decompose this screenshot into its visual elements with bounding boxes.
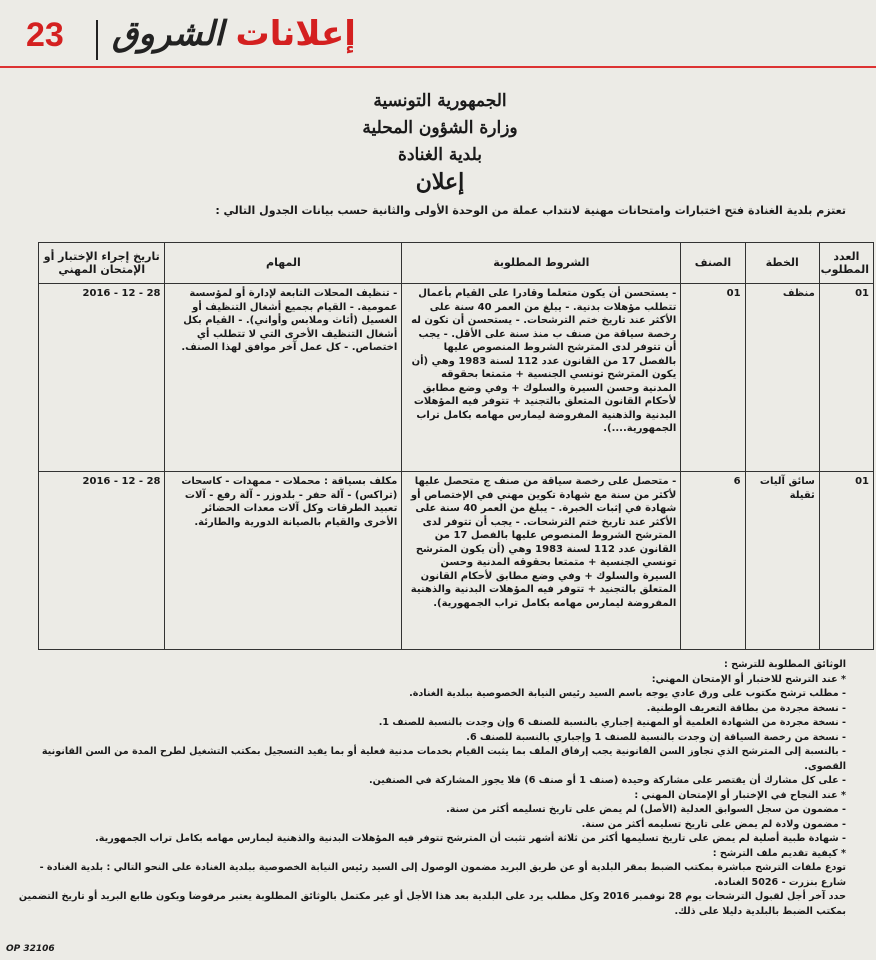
cell-conditions: - متحصل على رخصة سياقة من صنف ج متحصل عليها لأكثر من سنة مع شهادة تكوين مهني في الإختصاص أو شهادة في إثبات الخبرة. - يبلغ من العمر 40 سنة على الأكثر عند تاريخ ختم الترشحات. - يجب أن تتوفر لدى المترشح الشروط المنصوص عليها بالفصل 17 من القانون عدد 112 لسنة 1983 وهي (أن يكون المترشح تونسي الجنسية + متمتعا بحقوقه المدنية وحسن السيرة والسلوك + وفي وضع مطابق لأحكام القانون المتعلق بالتجنيد + تتوفر فيه المؤهلات البدنية والذهنية المفروضة ليمارس مهامه بكامل تراب الجمهورية). (402, 472, 681, 650)
req-line: - مضمون ولادة لم يمض على تاريخ تسليمه أكثر من سنة. (581, 818, 846, 830)
page-number: 23 (26, 16, 64, 54)
req-line: - بالنسبة إلى المترشح الذي تجاوز السن القانونية يجب إرفاق الملف بما يثبت القيام بخدمات مدنية فعلية أو بما يفيد التسجيل بمكتب التشغيل لطرح المدة من السن القانونية القصوى. (41, 746, 846, 772)
req-line: - على كل مشارك أن يقتصر على مشاركة وحيدة (صنف 1 أو صنف 6) فلا يجوز المشاركة في الصنفين. (369, 775, 846, 786)
table-header-row (39, 243, 874, 284)
announcement-headings (300, 88, 580, 196)
heading-municipality: بلدية الغنادة (398, 145, 482, 165)
footer-code: OP 32106 (6, 944, 55, 954)
recruitment-table (38, 242, 874, 650)
cell-count: 01 (819, 284, 873, 472)
page-header (0, 0, 876, 68)
req-line: - مضمون من سجل السوابق العدلية (الأصل) لم يمض على تاريخ تسليمه أكثر من سنة. (446, 804, 846, 815)
heading-announcement: إعلان (415, 169, 465, 195)
cell-tasks: مكلف بسياقة : محملات - ممهدات - كاسحات (تراكس) - آلة حفر - بلدوزر - آلة رفع - آلات تعبيد الطرقات وكل آلات معدات الحضائر الأخرى والقيام بالصيانة الدورية والطارئة. (165, 472, 402, 650)
table-row (39, 284, 874, 472)
cell-exam-date: 28 - 12 - 2016 (39, 284, 165, 472)
cell-count: 01 (819, 472, 873, 650)
table-row (39, 472, 874, 650)
cell-plan: منظف (745, 284, 819, 472)
cell-conditions: - يستحسن أن يكون متعلما وقادرا على القيام بأعمال تتطلب مؤهلات بدنية. - يبلغ من العمر 40 سنة على الأكثر عند تاريخ ختم الترشحات. - يستحسن أن تكون له رخصة سياقة من صنف ب منذ سنة على الأقل. - يجب أن تتوفر لدى المترشح الشروط المنصوص عليها بالفصل 17 من القانون عدد 112 لسنة 1983 وهي (أن يكون المترشح تونسي الجنسية + متمتعا بحقوقه المدنية وحسن السيرة والسلوك + وفي وضع مطابق لأحكام القانون المتعلق بالتجنيد + تتوفر فيه المؤهلات البدنية والذهنية المفروضة ليمارس مهامه بكامل تراب الجمهورية....). (402, 284, 681, 472)
header-category: الصنف (681, 243, 745, 284)
header-tasks: المهام (165, 243, 402, 284)
cell-tasks: - تنظيف المحلات التابعة لإدارة أو لمؤسسة عمومية. - القيام بجميع أشغال التنظيف أو الغسيل (أثاث وملابس وأواني). - القيام بكل أشغال التنظيف الأخرى التي لا تتطلب أي اختصاص. - كل عمل آخر موافق لهذا الصنف. (165, 284, 402, 472)
header-divider (96, 20, 98, 60)
req-line: الوثائق المطلوبة للترشح : (724, 659, 846, 670)
heading-republic: الجمهورية التونسية (373, 91, 507, 111)
brand-announcements: إعلانات (235, 14, 356, 54)
req-line: * كيفية تقديم ملف الترشح : (712, 847, 846, 859)
cell-category: 6 (681, 472, 745, 650)
cell-exam-date: 28 - 12 - 2016 (39, 472, 165, 650)
heading-ministry: وزارة الشؤون المحلية (362, 118, 518, 138)
req-line: - مطلب ترشح مكتوب على ورق عادي يوجه باسم السيد رئيس النيابة الخصوصية ببلدية الغنادة. (409, 688, 846, 699)
req-line: - نسخة مجردة من الشهادة العلمية أو المهنية إجباري بالنسبة للصنف 6 وإن وجدت بالنسبة للصنف 1. (378, 717, 846, 728)
req-line: - شهادة طبية أصلية لم يمض على تاريخ تسليمها أكثر من ثلاثة أشهر تثبت أن المترشح تتوفر فيه المؤهلات البدنية والذهنية ليمارس مهامه بكامل تراب الجمهورية. (95, 833, 846, 844)
req-line: - نسخة مجردة من بطاقة التعريف الوطنية. (646, 702, 846, 714)
header-plan: الخطة (745, 243, 819, 284)
header-count: العدد المطلوب (819, 243, 873, 284)
brand-newspaper: الشروق (112, 14, 224, 54)
req-line: حدد آخر أجل لقبول الترشحات يوم 28 نوفمبر 2016 وكل مطلب يرد على البلدية بعد هذا الأجل أو غير مكتمل بالوثائق المطلوبة يعتبر مرفوضا ويكون طابع البريد أو تاريخ التضمين بمكتب الضبط بالبلدية دليلا على ذلك. (18, 891, 846, 917)
intro-text: تعتزم بلدية الغنادة فتح اختبارات وامتحانات مهنية لانتداب عملة من الوحدة الأولى والثانية حسب بيانات الجدول التالي : (215, 204, 846, 217)
req-line: * عند النجاح في الإختبار أو الإمتحان المهني : (634, 789, 846, 801)
header-conditions: الشروط المطلوبة (402, 243, 681, 284)
section-brand (112, 14, 356, 54)
req-line: - نسخة من رخصة السياقة إن وجدت بالنسبة للصنف 1 وإجباري بالنسبة للصنف 6. (466, 731, 846, 743)
req-line: تودع ملفات الترشح مباشرة بمكتب الضبط بمقر البلدية أو عن طريق البريد مضمون الوصول إلى السيد رئيس النيابة الخصوصية ببلدية الغنادة على النحو التالي : بلدية الغنادة - شارع بنزرت - 5026 الغنادة. (39, 862, 846, 888)
cell-plan: سائق آليات ثقيلة (745, 472, 819, 650)
header-exam-date: تاريخ إجراء الإختبار أو الإمتحان المهني (39, 243, 165, 284)
required-documents (16, 658, 846, 919)
cell-category: 01 (681, 284, 745, 472)
req-line: * عند الترشح للاختبار أو الإمتحان المهني: (651, 673, 846, 685)
